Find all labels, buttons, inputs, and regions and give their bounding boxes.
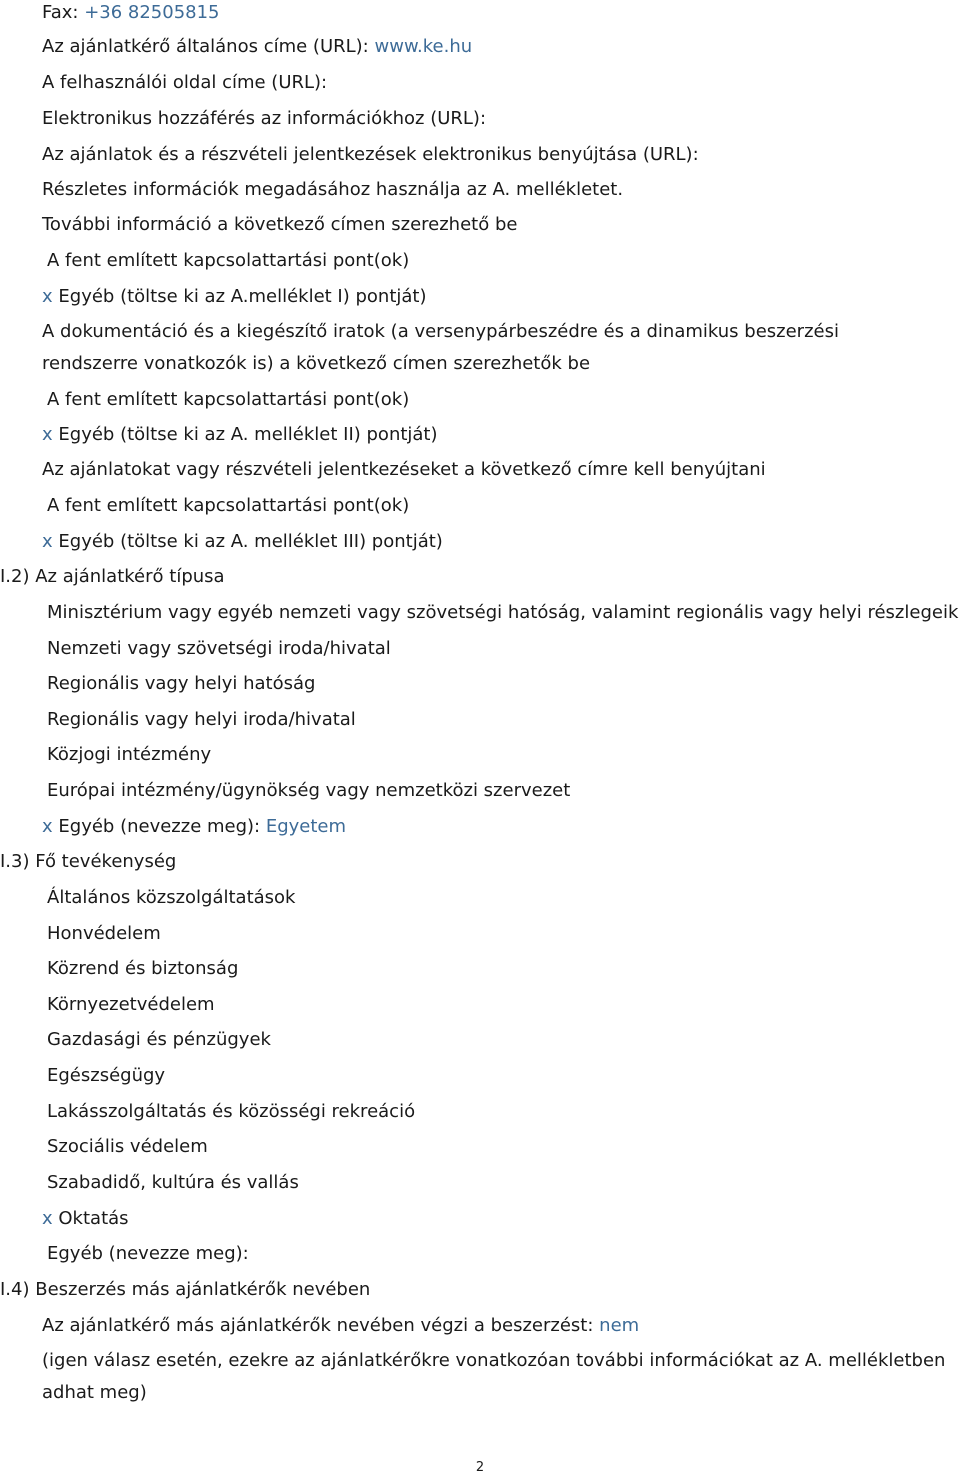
list-item: Regionális vagy helyi hatóság [47,673,316,694]
section-i4-note-line1: (igen válasz esetén, ezekre az ajánlatkérőkre vonatkozóan további információkat az A. mellékletben [42,1350,946,1371]
further-info-other-option [42,284,427,310]
option-label: Egyéb (töltse ki az A.melléklet I) pontját) [58,286,427,307]
page-number: 2 [475,1460,485,1475]
section-i3-other-option: Egyéb (nevezze meg): [47,1243,249,1264]
fax-value: +36 82505815 [84,2,220,23]
section-i4-note-line2: adhat meg) [42,1382,147,1403]
url-line [42,34,472,60]
url-label: Az ajánlatkérő általános címe (URL): [42,36,369,57]
section-i2-other-option [42,814,346,840]
checkbox-mark: x [42,286,53,307]
checkbox-mark: x [42,816,53,837]
list-item: Szociális védelem [47,1136,208,1157]
list-item: Egészségügy [47,1065,166,1086]
submission-contact-option: A fent említett kapcsolattartási pont(ok) [47,495,410,516]
question-value: nem [599,1315,640,1336]
option-label: Egyéb (nevezze meg): [58,816,261,837]
electronic-submission-label: Az ajánlatok és a részvételi jelentkezések elektronikus benyújtása (URL): [42,144,699,165]
submission-heading: Az ajánlatokat vagy részvételi jelentkezéseket a következő címre kell benyújtani [42,459,766,480]
further-info-heading: További információ a következő címen szerezhető be [42,214,518,235]
list-item: Gazdasági és pénzügyek [47,1029,271,1050]
option-label: Egyéb (töltse ki az A. melléklet II) pontját) [58,424,438,445]
fax-line [42,0,220,26]
fax-label: Fax: [42,2,79,23]
documents-heading-line1: A dokumentáció és a kiegészítő iratok (a versenypárbeszédre és a dinamikus beszerzési [42,321,839,342]
list-item: Regionális vagy helyi iroda/hivatal [47,709,356,730]
documents-heading-line2: rendszerre vonatkozók is) a következő címen szerezhetők be [42,353,591,374]
list-item: Minisztérium vagy egyéb nemzeti vagy szövetségi hatóság, valamint regionális vagy helyi részlegeik [47,602,959,623]
section-i2-heading: I.2) Az ajánlatkérő típusa [0,566,225,587]
details-note: Részletes információk megadásához használja az A. mellékletet. [42,179,624,200]
checkbox-mark: x [42,424,53,445]
option-value: Egyetem [265,816,347,837]
question-label: Az ajánlatkérő más ajánlatkérők nevében végzi a beszerzést: [42,1315,594,1336]
section-i4-question [42,1313,639,1339]
list-item: Általános közszolgáltatások [47,887,296,908]
option-label: Oktatás [58,1208,129,1229]
list-item: Közjogi intézmény [47,744,212,765]
checkbox-mark: x [42,531,53,552]
further-info-contact-option: A fent említett kapcsolattartási pont(ok) [47,250,410,271]
checkbox-mark: x [42,1208,53,1229]
section-i4-heading: I.4) Beszerzés más ajánlatkérők nevében [0,1279,371,1300]
list-item: Honvédelem [47,923,161,944]
user-page-url-label: A felhasználói oldal címe (URL): [42,72,328,93]
section-i3-selected-option [42,1206,129,1232]
list-item: Szabadidő, kultúra és vallás [47,1172,299,1193]
electronic-access-label: Elektronikus hozzáférés az információkhoz (URL): [42,108,487,129]
documents-contact-option: A fent említett kapcsolattartási pont(ok) [47,389,410,410]
documents-other-option [42,422,438,448]
submission-other-option [42,529,443,555]
option-label: Egyéb (töltse ki az A. melléklet III) pontját) [58,531,443,552]
list-item: Közrend és biztonság [47,958,239,979]
list-item: Európai intézmény/ügynökség vagy nemzetközi szervezet [47,780,571,801]
list-item: Környezetvédelem [47,994,215,1015]
section-i3-heading: I.3) Fő tevékenység [0,851,177,872]
list-item: Nemzeti vagy szövetségi iroda/hivatal [47,638,391,659]
url-link[interactable]: www.ke.hu [374,36,473,57]
list-item: Lakásszolgáltatás és közösségi rekreáció [47,1101,416,1122]
